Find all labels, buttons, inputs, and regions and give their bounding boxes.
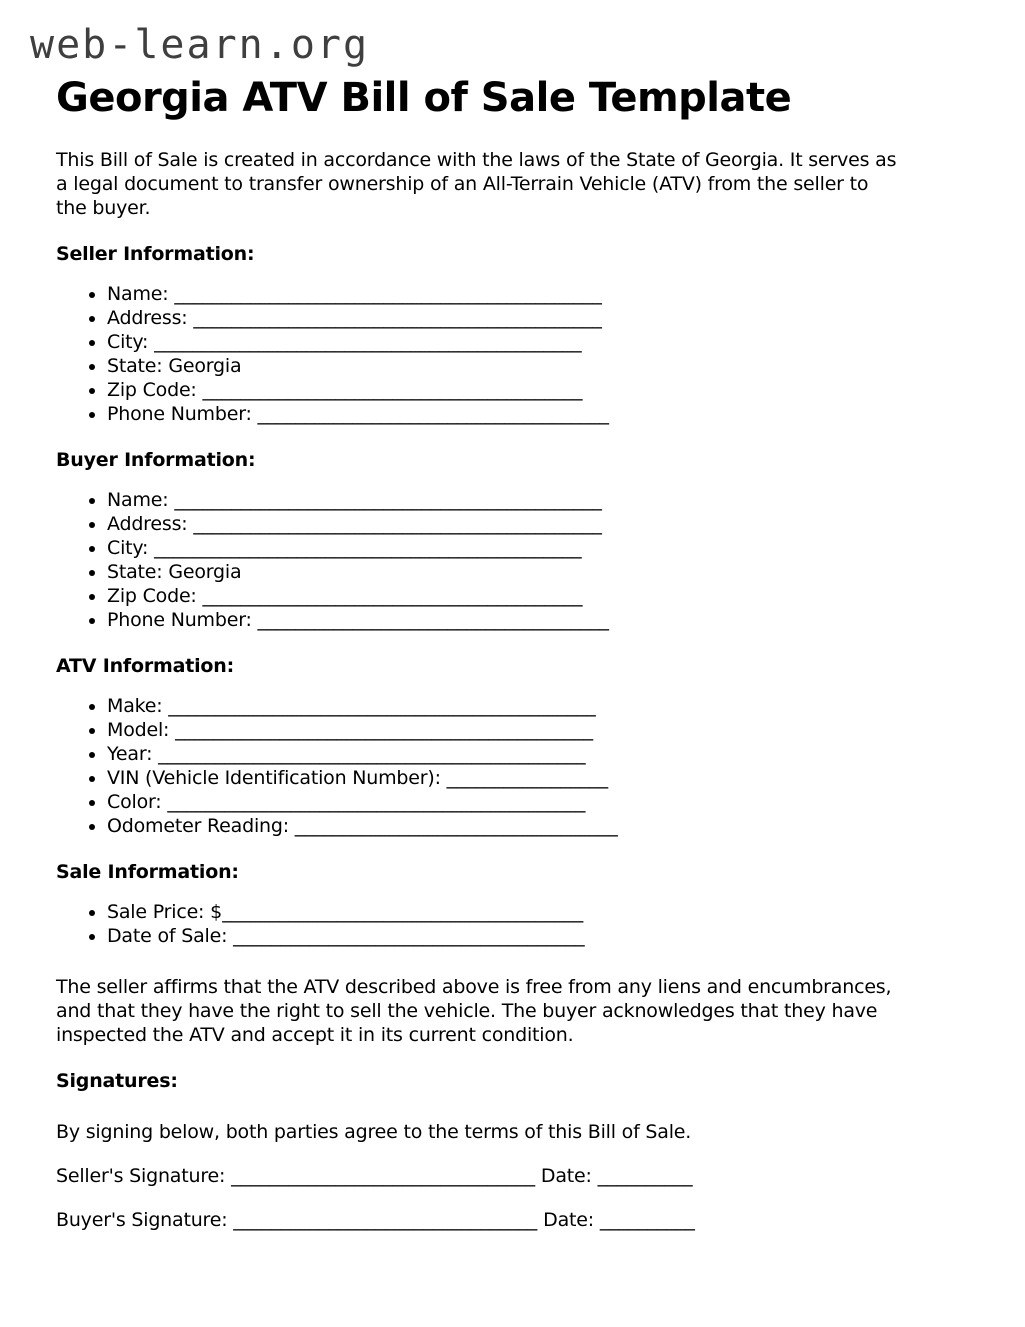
field-label: Color:	[107, 791, 162, 813]
field-row-seller-address	[107, 306, 985, 330]
field-row-sale-price	[107, 900, 985, 924]
field-row-seller-zip	[107, 378, 985, 402]
fill-in-blank: _____________________________________________	[168, 695, 596, 717]
buyer-info-list	[56, 488, 985, 632]
field-label: Model:	[107, 719, 170, 741]
date-line: __________	[599, 1209, 695, 1231]
field-label: Zip Code:	[107, 585, 197, 607]
field-label: Make:	[107, 695, 163, 717]
section-heading-signatures: Signatures:	[56, 1070, 178, 1092]
field-row-seller-city	[107, 330, 985, 354]
signature-line: ________________________________	[231, 1165, 536, 1187]
field-row-atv-odometer	[107, 814, 985, 838]
field-label: Phone Number:	[107, 403, 252, 425]
field-label: Sale Price:	[107, 901, 205, 923]
field-label: State:	[107, 355, 163, 377]
fill-in-blank: ____________________________________________	[167, 791, 586, 813]
section-heading-atv-information: ATV Information:	[56, 655, 234, 677]
site-logo: web-learn.org	[30, 22, 370, 68]
text-line: inspected the ATV and accept it in its current condition.	[56, 1024, 574, 1046]
field-label: Odometer Reading:	[107, 815, 289, 837]
atv-info-list	[56, 694, 985, 838]
text-line: a legal document to transfer ownership of an All-Terrain Vehicle (ATV) from the seller to	[56, 173, 869, 195]
field-row-atv-vin	[107, 766, 985, 790]
field-row-atv-color	[107, 790, 985, 814]
signature-label: Buyer's Signature:	[56, 1209, 228, 1231]
field-row-atv-model	[107, 718, 985, 742]
section-heading-seller-information: Seller Information:	[56, 243, 255, 265]
field-row-sale-date	[107, 924, 985, 948]
text-line: and that they have the right to sell the vehicle. The buyer acknowledges that they have	[56, 1000, 878, 1022]
text-line: This Bill of Sale is created in accordance with the laws of the State of Georgia. It serves as	[56, 149, 897, 171]
page-title: Georgia ATV Bill of Sale Template	[56, 75, 792, 121]
sale-info-list	[56, 900, 985, 948]
field-label: Name:	[107, 283, 169, 305]
fill-in-blank: ________________________________________	[202, 585, 583, 607]
fill-in-blank: _____________________________________	[257, 403, 610, 425]
signature-label: Seller's Signature:	[56, 1165, 226, 1187]
fill-in-blank: _____________________________________________	[174, 283, 602, 305]
field-label: State:	[107, 561, 163, 583]
fill-in-blank: ____________________________________________	[175, 719, 594, 741]
field-value: Georgia	[168, 355, 242, 377]
field-label: VIN (Vehicle Identification Number):	[107, 767, 441, 789]
fill-in-blank: _________________	[446, 767, 609, 789]
section-heading-sale-information: Sale Information:	[56, 861, 239, 883]
field-row-buyer-state	[107, 560, 985, 584]
field-row-seller-name	[107, 282, 985, 306]
text-line: The seller affirms that the ATV described above is free from any liens and encumbrances,	[56, 976, 892, 998]
fill-in-blank: ___________________________________________	[193, 307, 602, 329]
intro-paragraph	[56, 148, 985, 220]
fill-in-blank: _____________________________________	[233, 925, 585, 947]
field-label: Phone Number:	[107, 609, 252, 631]
seller-signature-row	[56, 1164, 985, 1188]
fill-in-blank: _____________________________________________	[174, 489, 602, 511]
fill-in-blank: __________________________________	[294, 815, 618, 837]
fill-in-blank: _____________________________________	[257, 609, 610, 631]
buyer-signature-row	[56, 1208, 985, 1232]
field-row-buyer-name	[107, 488, 985, 512]
fill-in-blank: $______________________________________	[210, 901, 584, 923]
affirmation-paragraph	[56, 975, 985, 1047]
field-row-atv-year	[107, 742, 985, 766]
field-row-buyer-address	[107, 512, 985, 536]
field-row-seller-phone	[107, 402, 985, 426]
field-label: City:	[107, 537, 149, 559]
field-label: Year:	[107, 743, 153, 765]
field-label: Date of Sale:	[107, 925, 228, 947]
fill-in-blank: _____________________________________________	[158, 743, 586, 765]
field-label: Address:	[107, 307, 188, 329]
signature-line: ________________________________	[233, 1209, 538, 1231]
text-line: the buyer.	[56, 197, 151, 219]
field-label: Zip Code:	[107, 379, 197, 401]
field-label: Name:	[107, 489, 169, 511]
seller-info-list	[56, 282, 985, 426]
field-label: City:	[107, 331, 149, 353]
date-line: __________	[597, 1165, 693, 1187]
field-label: Address:	[107, 513, 188, 535]
section-heading-buyer-information: Buyer Information:	[56, 449, 256, 471]
fill-in-blank: _____________________________________________	[154, 331, 582, 353]
field-row-buyer-zip	[107, 584, 985, 608]
fill-in-blank: ___________________________________________	[193, 513, 602, 535]
field-row-atv-make	[107, 694, 985, 718]
field-row-buyer-phone	[107, 608, 985, 632]
date-label: Date:	[540, 1165, 592, 1187]
text-line: By signing below, both parties agree to the terms of this Bill of Sale.	[56, 1121, 692, 1143]
fill-in-blank: _____________________________________________	[154, 537, 582, 559]
date-label: Date:	[543, 1209, 594, 1231]
field-row-seller-state	[107, 354, 985, 378]
field-value: Georgia	[168, 561, 242, 583]
field-row-buyer-city	[107, 536, 985, 560]
fill-in-blank: ________________________________________	[202, 379, 583, 401]
signatures-note	[56, 1120, 985, 1144]
